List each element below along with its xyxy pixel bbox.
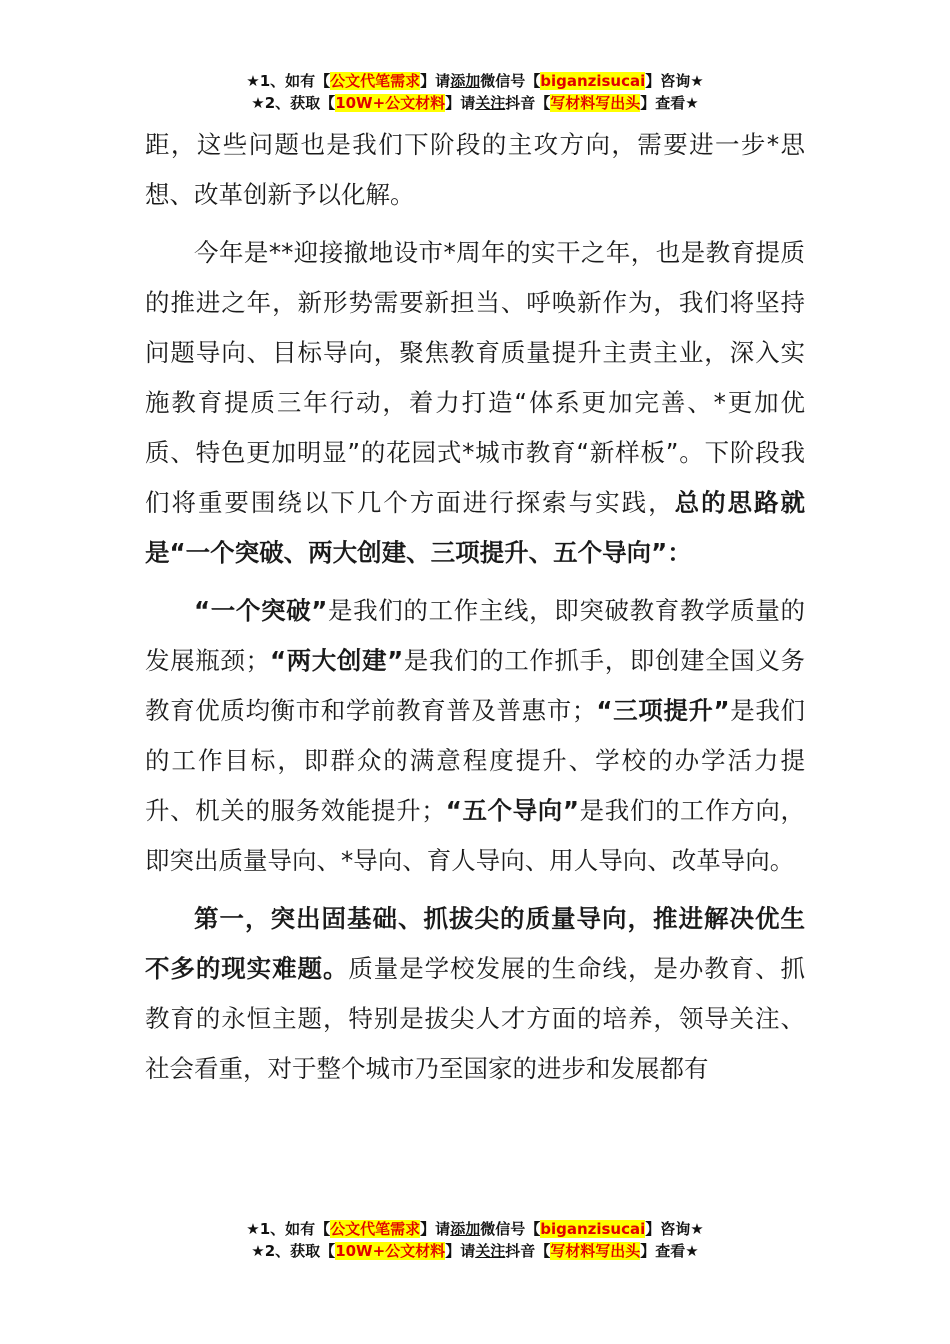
banner-line-2: [0, 92, 950, 114]
keyword-bold: “三项提升”: [596, 696, 730, 725]
paragraph-text: 是我们的工作目标，即群众的满意程度提升、学校的办学活力提升、机关的服务效能提升；: [145, 696, 805, 825]
paragraph-text: 是我们的工作抓手，即创建全国义务教育优质均衡市和学前教育普及普惠市；: [145, 646, 805, 725]
keyword-bold: “五个导向”: [445, 796, 579, 825]
banner-line-1: [0, 70, 950, 92]
banner-text: 抖音【: [505, 1242, 551, 1260]
banner-text: ★1、如有【: [246, 1220, 331, 1238]
banner-emphasis: 关注: [475, 94, 506, 112]
banner-text: ★2、获取【: [251, 94, 336, 112]
bottom-banner: [0, 1218, 950, 1262]
banner-highlight: biganzisucai: [540, 1220, 646, 1238]
banner-highlight: 公文代笔需求: [330, 1220, 421, 1238]
banner-line-1: [0, 1218, 950, 1240]
banner-text: 】查看★: [640, 94, 699, 112]
banner-highlight: 10W+公文材料: [335, 94, 446, 112]
banner-highlight: biganzisucai: [540, 72, 646, 90]
banner-highlight: 写材料写出头: [550, 1242, 641, 1260]
banner-emphasis: 关注: [475, 1242, 506, 1260]
banner-emphasis: 添加: [450, 72, 481, 90]
banner-text: 】咨询★: [645, 1220, 704, 1238]
banner-text: 】咨询★: [645, 72, 704, 90]
banner-text: 微信号【: [480, 72, 541, 90]
paragraph-1: [145, 120, 805, 220]
paragraph-text: 距，这些问题也是我们下阶段的主攻方向，需要进一步*思想、改革创新予以化解。: [145, 130, 805, 209]
banner-highlight: 写材料写出头: [550, 94, 641, 112]
banner-emphasis: 添加: [450, 1220, 481, 1238]
paragraph-text: 是我们的工作主线，即突破教育教学质量的发展瓶颈；: [145, 596, 805, 675]
banner-text: 】请: [420, 1220, 451, 1238]
banner-text: 抖音【: [505, 94, 551, 112]
paragraph-text: 今年是**迎接撤地设市*周年的实干之年，也是教育提质的推进之年，新形势需要新担当、呼唤新作为，我们将坚持问题导向、目标导向，聚焦教育质量提升主责主业，深入实施教育提质三年行动，着力打造“体系更加完善、*更加优质、特色更加明显”的花园式*城市教育“新样板”。下阶段我们将重要围绕以下几个方面进行探索与实践，: [145, 238, 805, 517]
keyword-bold: “两大创建”: [269, 646, 404, 675]
paragraph-2: [145, 228, 805, 578]
banner-line-2: [0, 1240, 950, 1262]
banner-text: 】请: [445, 94, 476, 112]
banner-text: 微信号【: [480, 1220, 541, 1238]
top-banner: [0, 70, 950, 114]
paragraph-4: [145, 894, 805, 1094]
banner-text: ★2、获取【: [251, 1242, 336, 1260]
paragraph-bold-text: 第一，突出固基础、抓拔尖的质量导向，推进解决优生不多的现实难题。: [145, 904, 805, 983]
banner-text: 】请: [445, 1242, 476, 1260]
paragraph-bold-text: 总的思路就是“一个突破、两大创建、三项提升、五个导向”：: [145, 488, 806, 567]
paragraph-text: 质量是学校发展的生命线，是办教育、抓教育的永恒主题，特别是拔尖人才方面的培养，领导关注、社会看重，对于整个城市乃至国家的进步和发展都有: [145, 954, 805, 1083]
banner-text: 】请: [420, 72, 451, 90]
document-body: [145, 120, 805, 1102]
banner-text: 】查看★: [640, 1242, 699, 1260]
banner-text: ★1、如有【: [246, 72, 331, 90]
paragraph-3: [145, 586, 805, 886]
banner-highlight: 公文代笔需求: [330, 72, 421, 90]
banner-highlight: 10W+公文材料: [335, 1242, 446, 1260]
paragraph-text: 是我们的工作方向，即突出质量导向、*导向、育人导向、用人导向、改革导向。: [145, 796, 806, 875]
keyword-bold: “一个突破”: [194, 596, 328, 625]
